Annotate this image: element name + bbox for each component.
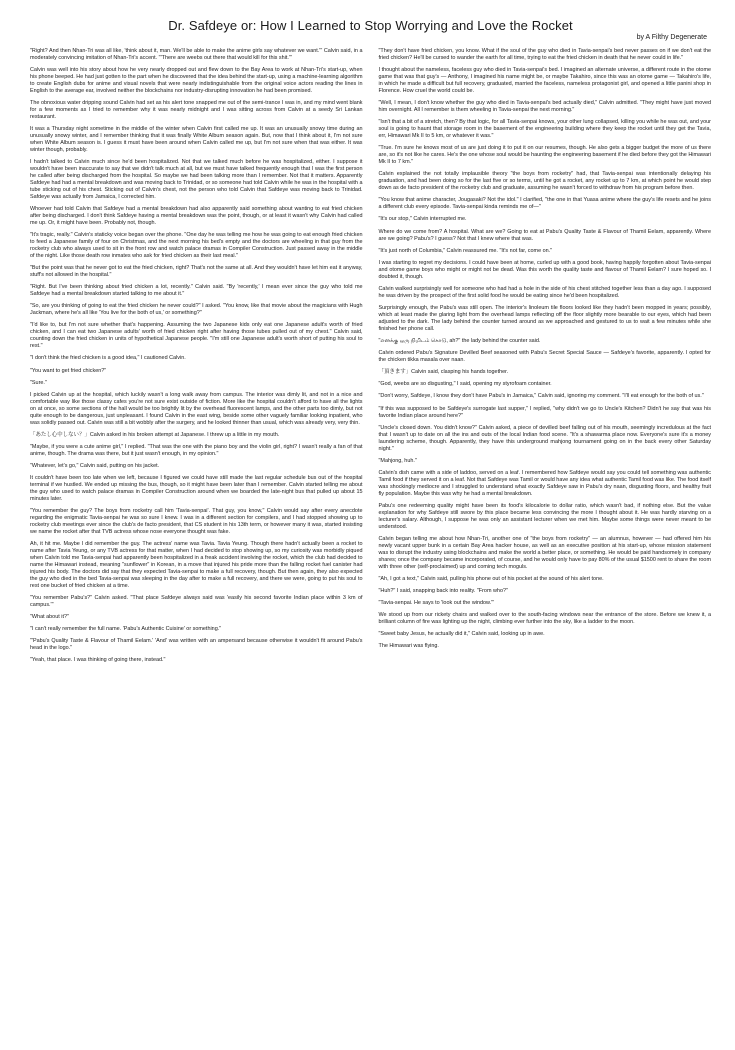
paragraph: Whoever had told Calvin that Safdeye had a mental breakdown had also apparently said something about wanting to eat fried chicken after being discharged. I don't think Safdeye having a mental breakdown was the point, though, or at least it wasn't why Calvin had called me up. Or, it might have been. Probably not, though. — [30, 206, 363, 226]
paragraph: Calvin began telling me about how Nhan-Tri, another one of "the boys from rocketry" — an alumnus, however — had offered him his newly vacant upper bunk in a certain Bay Area hacker house, as well as an executive position at his start-up, whose mission statement was to disrupt the industry using blockchains and make the world a better place, or something. He would be paid handsomely in company shares; once the company became incorporated, of course, and he would only have to pay 80% of the usual $1500 rent to share the room with three other (self-proclaimed) up and coming tech moguls. — [378, 535, 711, 570]
paragraph: "You remember Pabu's?" Calvin asked. "That place Safdeye always said was 'easily his second favorite Indian place within 3 km of campus.'" — [30, 594, 363, 608]
paragraph: "Right? And then Nhan-Tri was all like, 'think about it, man. We'll be able to make the anime girls say whatever we want.'" Calvin said, in a moderately convincing imitation of Nhan-Tri's accent. "'There are weebs out there that would kill for this shit.'" — [30, 48, 363, 61]
paragraph: "Isn't that a bit of a stretch, then? By that logic, for all Tavia-senpai knows, your other lung collapsed, killing you while he was out, and your soul is going to haunt that storage room in the basement of the engineering building where they keep the rocket until they get the Tavia, err, Himawari Mk II to 5 km, or whatever it was." — [378, 119, 711, 140]
story-title: Dr. Safdeye or: How I Learned to Stop Worrying and Love the Rocket — [168, 18, 573, 33]
paragraph: "Well, I mean, I don't know whether the guy who died in Tavia-senpai's bed actually died," Calvin admitted. "They might have just moved him overnight. All I remember is them wheeling in Tavia-senpai the next morning." — [378, 100, 711, 114]
paragraph: Calvin's dish came with a side of laddoo, served on a leaf. I remembered how Safdeye would say you could tell something was authentic Tamil food if they served it on a leaf. Not that Safdeye was Tamil or would have any idea what authentic Tamil food was like. The food itself was shockingly mediocre and I struggled to understand what exactly Safdeye saw in Pabu's dry naan, disgusting floors, and healthy fruit fly population. Maybe this was why he had a mental breakdown. — [378, 469, 711, 497]
paragraph: "True. I'm sure he knows most of us are just doing it to put it on our resumes, though. He also gets a bigger budget the more of us there are, so it's not like he cares. He's the one whose soul would be haunting the engineering basement if he died before they got the Himawari Mk II to 7 km." — [378, 145, 711, 166]
paragraph: It was a Thursday night sometime in the middle of the winter when Calvin first called me up. It was an unusually snowy time during an unusually snowy winter, and I remember thinking that it was finally White Album season again. But, now that I think about it, I'm not sure when White Album season is. I guess it must have been around when Calvin called me up, but I'm not sure when that was either. It was winter though, probably. — [30, 126, 363, 153]
paragraph: "'Pabu's Quality Taste & Flavour of Thamil Eelam.' 'And' was written with an ampersand because otherwise it wouldn't fit around Pabu's head in the logo." — [30, 638, 363, 652]
paragraph: "Uncle's closed down. You didn't know?" Calvin asked, a piece of devilled beef falling out of his mouth, seemingly incredulous at the fact that I wasn't up to date on all the ins and outs of the local Indian food scene. "It's a shawarma place now. Everyone's sure it's a money laundering scheme, though. Apparently, they have this underground mahjong tournament going on in the back every other Saturday night." — [378, 424, 711, 452]
paragraph: "What about it?" — [30, 614, 69, 621]
paragraph: "It's tragic, really." Calvin's staticky voice began over the phone. "One day he was telling me how he was going to eat enough fried chicken to feed a Japanese family of four on Christmas, and the next morning his bed's empty and the doctors are wheeling in that guy from the rocketry club who always used to sit in the front row and watch palace dramas in Compiler Construction. Just passed away in the middle of the night. Like those death row inmates who ask for fried chicken as their last meal." — [30, 232, 363, 259]
paragraph: 「頂きます」Calvin said, clasping his hands together. — [378, 369, 509, 376]
paragraph: "Mahjong, huh." — [378, 457, 417, 464]
paragraph: "Whatever, let's go," Calvin said, putting on his jacket. — [30, 462, 160, 469]
paragraph: Calvin was well into his story about how he very nearly dropped out and flew down to the Bay Area to work at Nhan-Tri's start-up, when his phone beeped. He had just gotten to the part when he discovered that the idea behind the start-up, using a machine-learning algorithm to create English dubs for anime and visual novels that were nearly indistinguishable from the original voice actors reading the lines in English to the average ear, involved neither the blockchains nor industry-disrupting innovation he had been promised. — [30, 67, 363, 94]
paragraph: "Huh?" I said, snapping back into reality. "From who?" — [378, 587, 508, 594]
paragraph: "எனக்கு ஒரு நிமிடம் கொடு, ah?" the lady behind the counter said. — [378, 337, 541, 344]
paragraph: "I'd like to, but I'm not sure whether that's happening. Assuming the two Japanese kids only eat one Japanese adult's worth of fried chicken, and I can eat two Japanese adults' worth of fried chicken right after having those tubes pulled out of my chest." Calvin said, counting down the fried chicken in units of hypothetical Japanese people. "I'm still one Japanese adult's worth short of putting his soul to rest." — [30, 322, 363, 350]
paragraph: "You remember the guy? The boys from rocketry call him 'Tavia-senpai'. That guy, you know," Calvin would say after every anecdote regarding the enigmatic Tavia-senpai he was so sure I knew. I was in a different section for compilers, and I had stopped showing up to rocketry club meetings ever since the club's de facto president, that CS student in his 13th term, or however many it was, started insisting we name the rocket after that TVB actress whose nose everyone thought was fake. — [30, 508, 363, 535]
paragraph: "If this was supposed to be Safdeye's surrogate last supper," I replied, "why didn't we go to Uncle's Kitchen? Didn't he say that was his favorite Indian place around here?" — [378, 405, 711, 419]
paragraph: Surprisingly enough, the Pabu's was still open. The interior's linoleum tile floors looked like they hadn't been mopped in years; possibly, which at least made the glaring light from the overhead lamps reflecting off the floor slightly more bearable to our eyes, which had been adjusted to the dark. The lady behind the counter turned around as we approached and gestured to us to wait a few minutes while she finished her phone call. — [378, 304, 711, 332]
paragraph: "Don't worry, Safdeye, I know they don't have Pabu's in Jamaica," Calvin said, ignoring my comment. "I'll eat enough for the both of us." — [378, 393, 704, 400]
byline: by A Filthy Degenerate — [636, 34, 707, 41]
paragraph: "It's just north of Columbia," Calvin reassured me. "It's not far, come on." — [378, 247, 553, 254]
paragraph: Calvin explained the not totally implausible theory "the boys from rocketry" had, that Tavia-senpai was intentionally delaying his graduation, and had been doing so for the last five or so terms, until he got a rocket, any rocket up to 7 km, at which point he would step down as de facto president of the rocketry club and graduate, assuming he wasn't forced to withdraw from his program before then. — [378, 171, 711, 192]
paragraph: The obnoxious water dripping sound Calvin had set as his alert tone snapped me out of the semi-trance I was in, and my mind went blank for a few moments as I tried to remember why it was nearly midnight and I was sitting across from Calvin at a seedy Sri Lankan restaurant. — [30, 100, 363, 120]
paragraph: "I don't think the fried chicken is a good idea," I cautioned Calvin. — [30, 355, 186, 362]
paragraph: "You want to get fried chicken?" — [30, 367, 107, 374]
paragraph: We stood up from our rickety chairs and walked over to the south-facing windows near the entrance of the store. Before we knew it, a brilliant column of fire was lighting up the night, climbing ever further into the sky, like a ladder to the moon. — [378, 612, 711, 626]
paragraph: Pabu's one redeeming quality might have been its food's kilocalorie to dollar ratio, which wasn't bad, if nothing else. But the value explanation for why Safdeye still swore by this place became less convincing the more I thought about it. He was hardly starving on a lecturer's salary. Although, I suppose he was only an assistant lecturer when we met him. Maybe some things were never meant to be understood. — [378, 502, 711, 530]
paragraph: I picked Calvin up at the hospital, which luckily wasn't a long walk away from campus. The interior was dimly lit, and not in a nice and comfortable way like those classy cafes you're not sure exist outside of fiction. More like the hospital couldn't afford to have all the lights on at once, so some sections of the hall would be too brightly lit by the overhead fluorescent lamps, and the other parts too dimly, but not quite enough to be dangerous, just unpleasant. I found Calvin in the east wing, beside some other vaguely familiar looking inpatient, who was solidly passed out. Calvin was still a bit wobbly after the surgery, and he looked thinner than usual, which was already very, very thin. — [30, 391, 363, 426]
paragraph: "You know that anime character, Jougasaki? Not the idol." I clarified, "the one in that Yuasa anime where the guy's life resets and he joins a different club every episode. Tavia-senpai kinda reminds me of—" — [378, 197, 711, 211]
paragraph: "I can't really remember the full name. 'Pabu's Authentic Cuisine' or something." — [30, 626, 222, 633]
paragraph: It couldn't have been too late when we left, because I figured we could have still made the last regular schedule bus out of the hospital terminal if we hustled. We ended up missing the bus, though, so it might have been later than I remember. Calvin started telling me about the guy who used to watch palace dramas in Compiler Construction around when we boarded the late-night bus that pulled up about 15 minutes later. — [30, 475, 363, 502]
paragraph: Calvin walked surprisingly well for someone who had had a hole in the side of his chest stitched together less than a day ago. I supposed he was driven by the prospect of the first solid food he would be eating since he'd been hospitalized. — [378, 285, 711, 299]
paragraph: "But the point was that he never got to eat the fried chicken, right? That's not the same at all. And they wouldn't have let him eat it anyway, stuff's not allowed in the hospital." — [30, 265, 363, 279]
paragraph: "It's our stop," Calvin interrupted me. — [378, 216, 467, 223]
paragraph: "Ah, I got a text," Calvin said, pulling his phone out of his pocket at the sound of his alert tone. — [378, 575, 604, 582]
paragraph: "Maybe, if you were a cute anime girl," I replied. "That was the one with the piano boy and the violin girl, right? I wasn't really a fan of that anime, though. The drama was there, but it just wasn't enough, in my opinion." — [30, 443, 363, 457]
paragraph: "Yeah, that place. I was thinking of going there, instead." — [30, 657, 166, 664]
paragraph: "Right. But I've been thinking about fried chicken a lot, recently." Calvin said. "By 'recently,' I mean ever since the guy who told me Safdeye had a mental breakdown started talking to me about it." — [30, 284, 363, 298]
paragraph: Calvin ordered Pabu's Signature Devilled Beef seasoned with Pabu's Secret Special Sauce — Safdeye's favorite, apparently. I opted for the chicken tikka masala over naan. — [378, 350, 711, 364]
paragraph: "So, are you thinking of going to eat the fried chicken he never could?" I asked. "You know, like that movie about the magicians with Hugh Jackman, where he's all like 'You live for the both of us,' or something?" — [30, 303, 363, 317]
right-column — [379, 48, 712, 670]
paragraph: The Himawari was flying. — [378, 643, 439, 650]
paragraph: Ah, it hit me. Maybe I did remember the guy. The actress' name was Tavia. Tavia Yeung. Though there hadn't actually been a rocket to name after Tavia Yeung, or any TVB actress for that matter, when I had decided to stop showing up, so my curiosity was morbidly piqued when Calvin told me Tavia-senpai had apparently been hospitalized in a freak accident involving the rocket, which the club had decided to name the Himawari instead, meaning "sunflower" in Korean, in a move that injured his pride more than the falling rocket fuel canister had injured his body. The doctors did say that they expected Tavia-senpai to make a full recovery, though. But then again, they also expected the guy who died in the bed Tavia-senpai was sleeping in the day after to make a full recovery, and there we were, going to put his soul to rest one bucket of fried chicken at a time. — [30, 541, 363, 589]
paragraph: I thought about the nameless, faceless guy who died in Tavia-senpai's bed. I imagined an alternate universe, a different route in the otome game that was that guy's — Anthony, I imagined his name might be, or maybe Takahiro, since this was an otome game — Takahiro's life, in which he made a difficult but full recovery, graduated, married the faceless, nameless protagonist girl, and opened a little panini shop in Florence. How cruel the world could be. — [378, 67, 711, 94]
paragraph: "They don't have fried chicken, you know. What if the soul of the guy who died in Tavia-senpai's bed never passes on if we don't eat the fried chicken? He'll be cursed to wander the earth for all time, trying to eat the fried chicken in death that he never could in life." — [378, 48, 711, 61]
paragraph: "Sweet baby Jesus, he actually did it," Calvin said, looking up in awe. — [378, 631, 545, 638]
left-column — [30, 48, 363, 670]
paragraph: "God, weebs are so disgusting," I said, opening my styrofoam container. — [378, 381, 552, 388]
text-columns — [30, 48, 711, 670]
paragraph: I hadn't talked to Calvin much since he'd been hospitalized. Not that we talked much before he was hospitalized, either. I suppose it wouldn't have been inaccurate to say that we didn't talk much at all, but we must have talked frequently enough that I was the first person he called after being discharged from the hospital. So maybe we had been talking more than I remember. Not that it matters. Apparently Safdeye had had a mental breakdown and was moving back to Trinidad, or so someone had told Calvin while he was in the hospital with a tube sticking out of his chest. Sticking out of Calvin's chest, not the person who told Calvin that Safdeye was moving back to Trinidad. Safdeye was actually from Jamaica, I corrected him. — [30, 159, 363, 200]
paragraph: I was starting to regret my decisions. I could have been at home, curled up with a good book, having happily forgotten about Tavia-senpai and otome game boys who might or might not be dead. Was this worth the quality taste and flavour of Thamil Eelam? I sure hoped so. I doubted it, though. — [378, 259, 711, 280]
paragraph: "Sure." — [30, 379, 47, 386]
paragraph: 「あたし心中しない？」Calvin asked in his broken attempt at Japanese. I threw up a little in my mouth. — [30, 431, 280, 438]
paragraph: "Tavia-senpai. He says to 'look out the window.'" — [378, 600, 495, 607]
paragraph: Where do we come from? A hospital. What are we? Going to eat at Pabu's Quality Taste & Flavour of Thamil Eelam, apparently. Where are we going? Pabu's? I guess? Not that I knew where that was. — [378, 228, 711, 242]
